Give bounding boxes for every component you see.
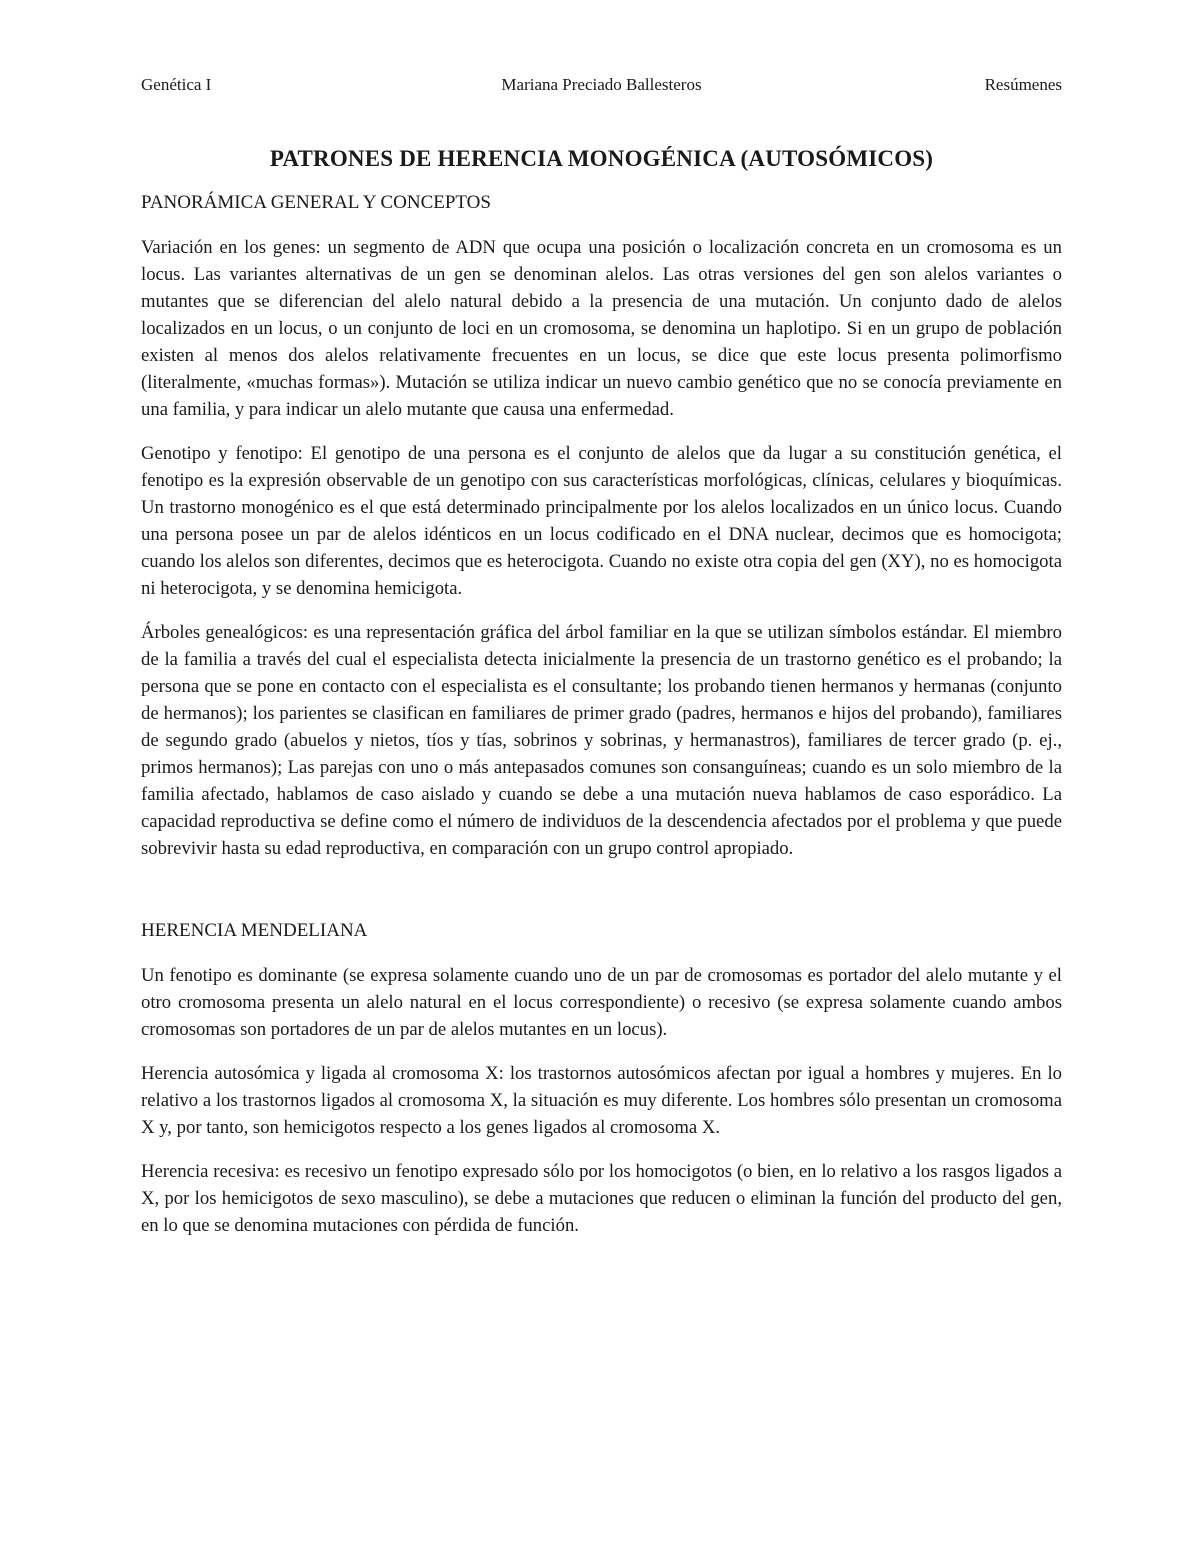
paragraph-dominante-recesivo: Un fenotipo es dominante (se expresa solamente cuando uno de un par de cromosomas es portador del alelo mutante y el otro cromosoma presenta un alelo natural en el locus correspondiente) o recesivo (se expresa solamente cuando ambos cromosomas son portadores de un par de alelos mutantes en un locus). — [141, 965, 1062, 1040]
section-heading-herencia-mendeliana: HERENCIA MENDELIANA — [141, 920, 368, 941]
document-title: PATRONES DE HERENCIA MONOGÉNICA (AUTOSÓMICOS) — [269, 146, 934, 171]
paragraph-arboles-genealogicos: Árboles genealógicos: es una representación gráfica del árbol familiar en la que se utilizan símbolos estándar. El miembro de la familia a través del cual el especialista detecta inicialmente la presencia de un trastorno genético es el probando; la persona que se pone en contacto con el especialista es el consultante; los probando tienen hermanos y hermanas (conjunto de hermanos); los parientes se clasifican en familiares de primer grado (padres, hermanos e hijos del probando), familiares de segundo grado (abuelos y nietos, tíos y tías, sobrinos y sobrinas, y hermanastros), familiares de tercer grado (p. ej., primos hermanos); Las parejas con uno o más antepasados comunes son consanguíneas; cuando es un solo miembro de la familia afectado, hablamos de caso aislado y cuando se debe a una mutación nueva hablamos de caso esporádico. La capacidad reproductiva se define como el número de individuos de la descendencia afectados por el problema y que puede sobrevivir hasta su edad reproductiva, en comparación con un grupo control apropiado. — [141, 622, 1062, 859]
section-heading-panoramica: PANORÁMICA GENERAL Y CONCEPTOS — [141, 192, 491, 213]
paragraph-genotipo-fenotipo: Genotipo y fenotipo: El genotipo de una persona es el conjunto de alelos que da lugar a su constitución genética, el fenotipo es la expresión observable de un genotipo con sus características morfológicas, clínicas, celulares y bioquímicas. Un trastorno monogénico es el que está determinado principalmente por los alelos localizados en un único locus. Cuando una persona posee un par de alelos idénticos en un locus codificado en el DNA nuclear, decimos que es homocigota; cuando los alelos son diferentes, decimos que es heterocigota. Cuando no existe otra copia del gen (XY), no es homocigota ni heterocigota, y se denomina hemicigota. — [141, 443, 1062, 599]
header-doc-type: Resúmenes — [984, 75, 1062, 94]
running-header — [141, 73, 1062, 97]
header-course: Genética I — [141, 75, 212, 94]
paragraph-variacion-genes: Variación en los genes: un segmento de ADN que ocupa una posición o localización concreta en un cromosoma es un locus. Las variantes alternativas de un gen se denominan alelos. Las otras versiones del gen son alelos variantes o mutantes que se diferencian del alelo natural debido a la presencia de una mutación. Un conjunto dado de alelos localizados en un locus, o un conjunto de loci en un cromosoma, se denomina un haplotipo. Si en un grupo de población existen al menos dos alelos relativamente frecuentes en un locus, se dice que este locus presenta polimorfismo (literalmente, «muchas formas»). Mutación se utiliza indicar un nuevo cambio genético que no se conocía previamente en una familia, y para indicar un alelo mutante que causa una enfermedad. — [141, 237, 1062, 420]
paragraph-autosomica-ligada-x: Herencia autosómica y ligada al cromosoma X: los trastornos autosómicos afectan por igual a hombres y mujeres. En lo relativo a los trastornos ligados al cromosoma X, la situación es muy diferente. Los hombres sólo presentan un cromosoma X y, por tanto, son hemicigotos respecto a los genes ligados al cromosoma X. — [141, 1063, 1062, 1138]
header-author: Mariana Preciado Ballesteros — [501, 75, 702, 94]
paragraph-herencia-recesiva: Herencia recesiva: es recesivo un fenotipo expresado sólo por los homocigotos (o bien, en lo relativo a los rasgos ligados a X, por los hemicigotos de sexo masculino), se debe a mutaciones que reducen o eliminan la función del producto del gen, en lo que se denomina mutaciones con pérdida de función. — [141, 1161, 1062, 1236]
